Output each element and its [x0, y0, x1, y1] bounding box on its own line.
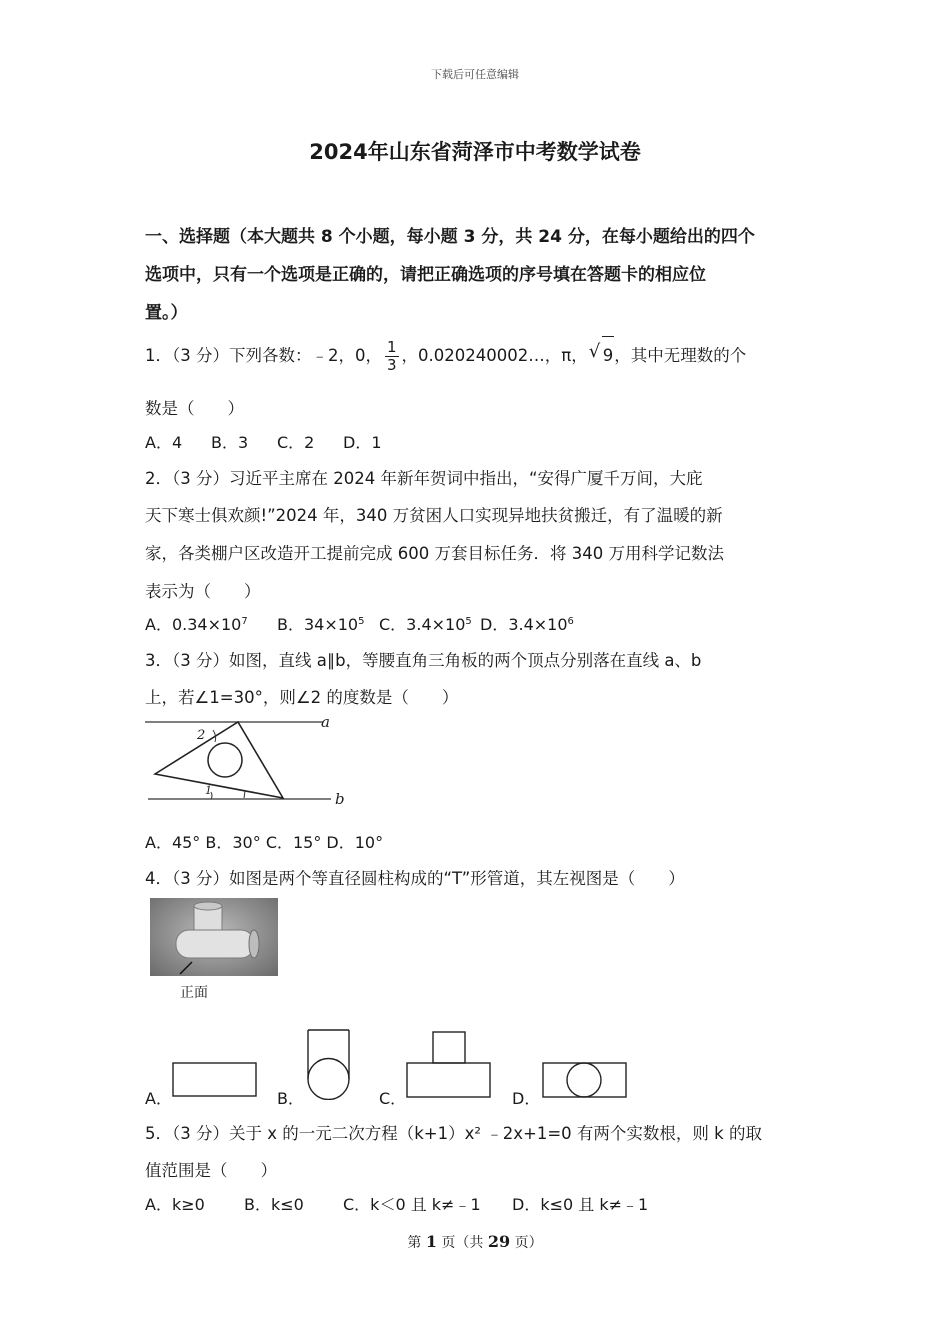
footer-total-pages: 29: [487, 1232, 511, 1251]
q4-option-a-shape: [172, 1062, 258, 1098]
q5-option-c: C．k＜0 且 k≠﹣1: [343, 1195, 481, 1214]
q1-fraction: [385, 339, 399, 374]
q5-stem-line1: 5．（3 分）关于 x 的一元二次方程（k+1）x² ﹣2x+1=0 有两个实数根，则 k 的取: [145, 1124, 762, 1143]
q2-option-d: [480, 612, 574, 635]
q1-option-d: D．1: [343, 433, 382, 452]
q4-option-d-label: D．: [512, 1089, 541, 1108]
photo-front-label: 正面: [180, 985, 208, 1001]
t-pipe-drawing: [150, 898, 278, 976]
tick-mark: [244, 791, 245, 798]
section-heading-line3: 置。）: [145, 303, 188, 323]
q1-stem-line2: 数是（ ）: [145, 399, 244, 418]
q2-option-a-exp: 7: [241, 616, 248, 627]
exam-title: 2024年山东省菏泽市中考数学试卷: [309, 140, 641, 164]
ruler-hole: [208, 743, 242, 777]
q1-sqrt: √ 9: [602, 336, 615, 375]
q1-tail: ，其中无理数的个: [614, 346, 747, 365]
q2-option-c: [379, 612, 472, 635]
q1-frac-num: 1: [387, 338, 397, 356]
q5-option-d: D．k≤0 且 k≠﹣1: [512, 1195, 649, 1214]
q4-option-b-label: B．: [277, 1089, 304, 1108]
footer-mid: 页（共: [436, 1235, 488, 1251]
q2-option-b: [277, 612, 364, 635]
q2-option-b-base: B．34×10: [277, 615, 359, 634]
q2-option-c-exp: 5: [465, 616, 472, 627]
q2-stem-line3: 家，各类棚户区改造开工提前完成 600 万套目标任务．将 340 万用科学记数法: [145, 544, 724, 563]
q2-option-d-exp: 6: [567, 616, 574, 627]
label-b: b: [335, 790, 345, 808]
section-heading-line1: 一、选择题（本大题共 8 个小题，每小题 3 分，共 24 分，在每小题给出的四个: [145, 227, 755, 247]
q1-option-b: B．3: [211, 433, 249, 452]
page-footer: [0, 1232, 950, 1252]
q1-option-a: A．4: [145, 433, 183, 452]
q5-option-b: B．k≤0: [244, 1195, 304, 1214]
q4-option-c-shape: [406, 1030, 492, 1100]
q2-stem-line2: 天下寒士俱欢颜!”2024 年，340 万贫困人口实现异地扶贫搬迁，有了温暖的新: [145, 506, 723, 525]
t-pipe-photo: [150, 898, 278, 976]
q2-option-a-base: A．0.34×10: [145, 615, 242, 634]
footer-pre: 第: [407, 1235, 426, 1251]
q2-option-a: [145, 612, 248, 635]
q4-stem: 4．（3 分）如图是两个等直径圆柱构成的“T”形管道，其左视图是（ ）: [145, 869, 685, 888]
q1-option-c: C．2: [277, 433, 315, 452]
q3-options: A．45° B．30° C．15° D．10°: [145, 833, 384, 852]
q2-option-d-base: D．3.4×10: [480, 615, 568, 634]
q5-option-a: A．k≥0: [145, 1195, 205, 1214]
q1-stem-line1: [145, 336, 746, 375]
label-1: 1: [205, 784, 212, 797]
q2-option-b-exp: 5: [358, 616, 365, 627]
q3-stem-line1: 3．（3 分）如图，直线 a∥b，等腰直角三角板的两个顶点分别落在直线 a、b: [145, 651, 702, 670]
q3-stem-line2: 上，若∠1=30°，则∠2 的度数是（ ）: [145, 688, 459, 707]
q4-option-c-label: C．: [379, 1089, 407, 1108]
section-heading-line2: 选项中，只有一个选项是正确的，请把正确选项的序号填在答题卡的相应位: [145, 265, 706, 285]
q1-frac-den: 3: [387, 356, 397, 374]
q4-option-a-label: A．: [145, 1089, 172, 1108]
footer-post: 页）: [510, 1235, 543, 1251]
label-2: 2: [197, 728, 206, 743]
q1-lead: 1．（3 分）下列各数：﹣2，0，: [145, 346, 382, 365]
q2-stem-line4: 表示为（ ）: [145, 582, 261, 601]
triangle-ruler: [155, 722, 283, 798]
q5-stem-line2: 值范围是（ ）: [145, 1161, 277, 1180]
q2-stem-line1: 2．（3 分）习近平主席在 2024 年新年贺词中指出，“安得广厦千万间，大庇: [145, 469, 703, 488]
label-a: a: [321, 713, 330, 731]
page-header: 下载后可任意编辑: [431, 68, 519, 81]
q1-mid: ，0.020240002…，π，: [401, 346, 588, 365]
q2-option-c-base: C．3.4×10: [379, 615, 466, 634]
footer-page-number: 1: [425, 1232, 437, 1251]
q4-option-b-shape: [305, 1028, 353, 1100]
q4-option-d-shape: [542, 1062, 628, 1100]
q3-figure: [143, 712, 353, 808]
